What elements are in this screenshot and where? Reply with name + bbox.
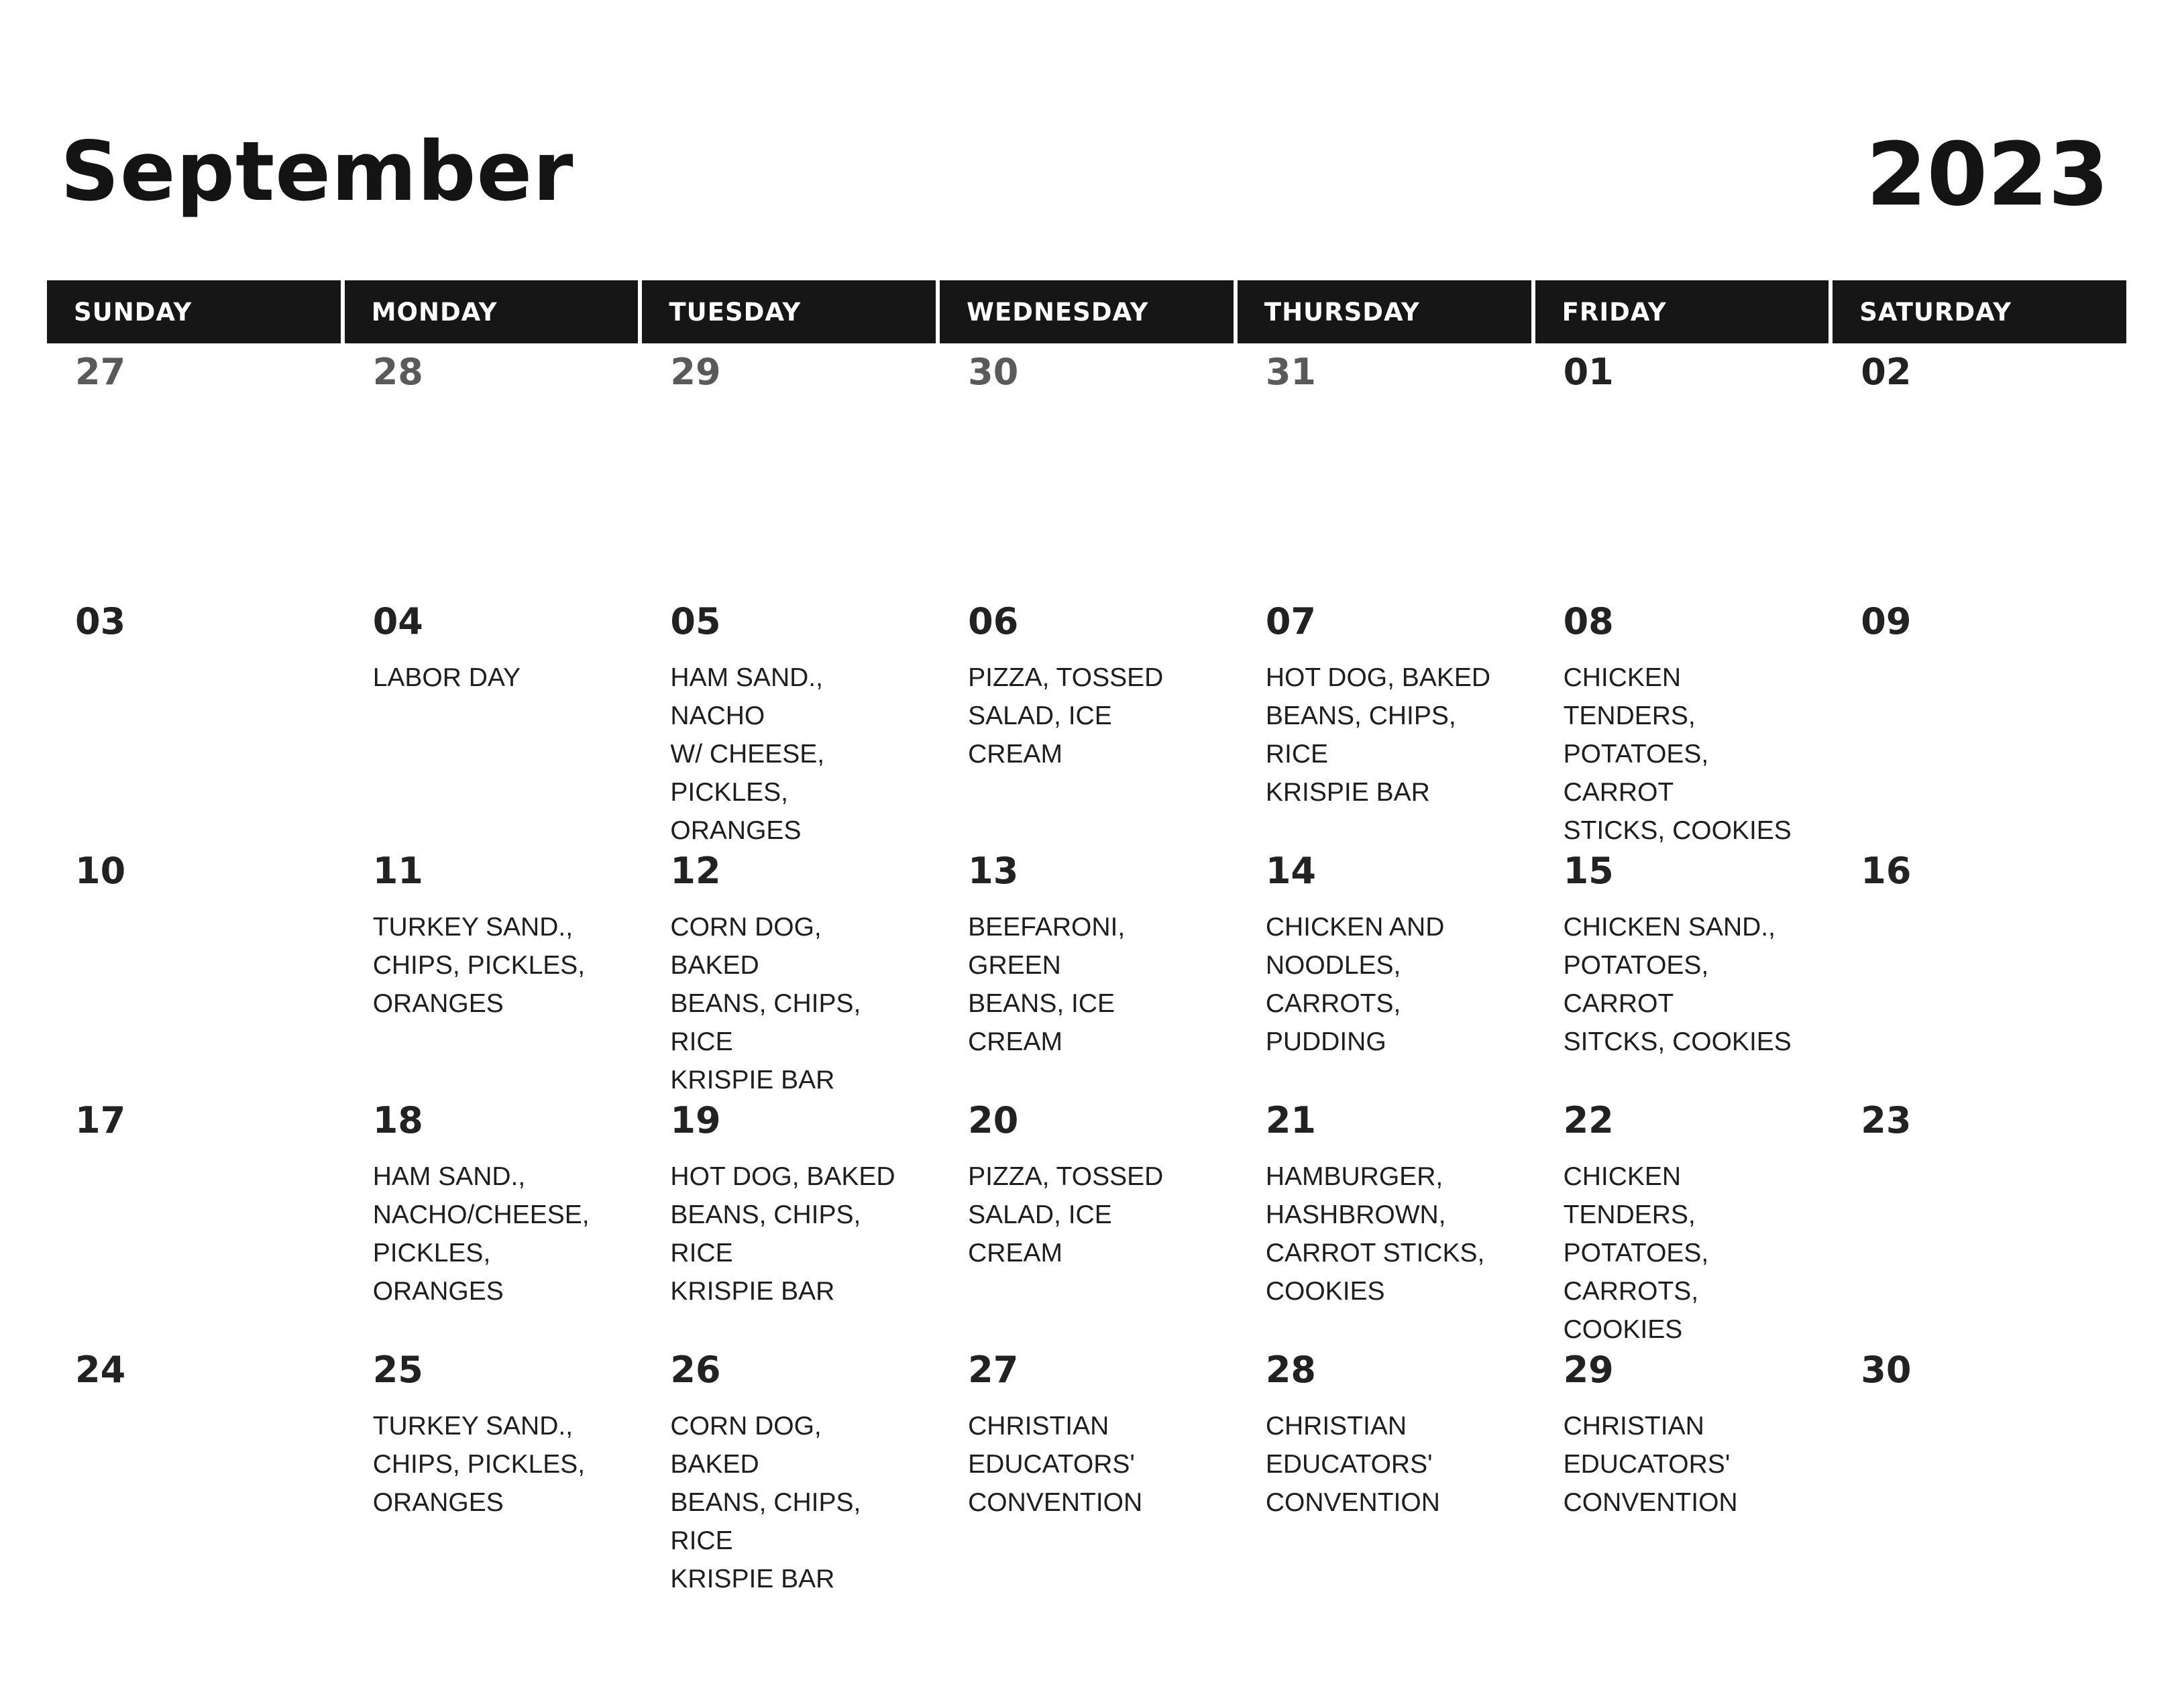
- day-cell: [1833, 1341, 2126, 1591]
- day-cell: [940, 593, 1234, 842]
- day-number: 26: [670, 1349, 721, 1391]
- day-number: 15: [1563, 850, 1614, 892]
- day-cell: [1238, 1092, 1531, 1341]
- day-cell: [1833, 343, 2126, 593]
- day-number: 10: [75, 850, 126, 892]
- day-cell: [1833, 1092, 2126, 1341]
- weekday-sunday: SUNDAY: [47, 280, 341, 343]
- day-number: 24: [75, 1349, 126, 1391]
- day-cell: [345, 842, 639, 1092]
- lunch-menu: TURKEY SAND., CHIPS, PICKLES, ORANGES: [372, 1412, 586, 1517]
- lunch-menu: CORN DOG, BAKED BEANS, CHIPS, RICE KRISPIE BAR: [670, 913, 861, 1094]
- day-cell: [1238, 842, 1531, 1092]
- day-number: 20: [968, 1099, 1019, 1141]
- day-cell: [1238, 593, 1531, 842]
- lunch-menu: CHRISTIAN EDUCATORS' CONVENTION: [1265, 1412, 1440, 1517]
- day-cell: [1833, 842, 2126, 1092]
- day-cell: [642, 343, 936, 593]
- day-cell: [345, 343, 639, 593]
- lunch-menu: HOT DOG, BAKED BEANS, CHIPS, RICE KRISPIE BAR: [670, 1162, 895, 1306]
- lunch-menu: CHRISTIAN EDUCATORS' CONVENTION: [1563, 1412, 1738, 1517]
- day-cell: [940, 343, 1234, 593]
- day-cell: [1535, 593, 1829, 845]
- day-number: 04: [372, 600, 423, 642]
- day-number: 30: [968, 351, 1019, 393]
- lunch-menu: TURKEY SAND., CHIPS, PICKLES, ORANGES: [372, 913, 586, 1018]
- day-cell: [345, 593, 639, 842]
- day-cell: [47, 343, 341, 593]
- day-cell: [47, 1092, 341, 1341]
- lunch-menu: HOT DOG, BAKED BEANS, CHIPS, RICE KRISPIE BAR: [1265, 663, 1491, 807]
- day-number: 06: [968, 600, 1019, 642]
- day-number: 28: [1265, 1349, 1316, 1391]
- weekday-saturday: SATURDAY: [1833, 280, 2126, 343]
- day-cell: [345, 1092, 639, 1341]
- day-cell: [642, 842, 936, 1092]
- year-title: 2023: [1866, 123, 2109, 225]
- day-number: 02: [1861, 351, 1912, 393]
- day-cell: [1535, 842, 1829, 1092]
- day-number: 09: [1861, 600, 1912, 642]
- day-number: 11: [372, 850, 423, 892]
- lunch-menu: PIZZA, TOSSED SALAD, ICE CREAM: [968, 663, 1164, 769]
- day-number: 05: [670, 600, 721, 642]
- day-number: 16: [1861, 850, 1912, 892]
- weekday-wednesday: WEDNESDAY: [940, 280, 1234, 343]
- day-number: 27: [75, 351, 126, 393]
- day-cell: [47, 593, 341, 842]
- calendar-grid: [47, 343, 2126, 1591]
- day-cell: [1238, 343, 1531, 593]
- weekday-thursday: THURSDAY: [1238, 280, 1531, 343]
- lunch-menu: BEEFARONI, GREEN BEANS, ICE CREAM: [968, 913, 1126, 1056]
- day-cell: [1535, 1341, 1829, 1591]
- lunch-menu: CHICKEN SAND., POTATOES, CARROT SITCKS, COOKIES: [1563, 913, 1792, 1056]
- day-number: 30: [1861, 1349, 1912, 1391]
- day-cell: [642, 593, 936, 845]
- month-title: September: [60, 124, 574, 219]
- lunch-menu: CHICKEN TENDERS, POTATOES, CARROT STICKS, COOKIES: [1563, 663, 1792, 845]
- day-number: 07: [1265, 600, 1316, 642]
- lunch-menu: HAMBURGER, HASHBROWN, CARROT STICKS, COOKIES: [1265, 1162, 1485, 1306]
- weekday-tuesday: TUESDAY: [642, 280, 936, 343]
- day-cell: [1535, 1092, 1829, 1344]
- day-number: 08: [1563, 600, 1614, 642]
- day-number: 01: [1563, 351, 1614, 393]
- lunch-menu: CHICKEN AND NOODLES, CARROTS, PUDDING: [1265, 913, 1445, 1056]
- day-number: 29: [1563, 1349, 1614, 1391]
- day-cell: [642, 1092, 936, 1341]
- weekday-header-bar: [47, 280, 2126, 343]
- day-number: 17: [75, 1099, 126, 1141]
- weekday-friday: FRIDAY: [1535, 280, 1829, 343]
- day-number: 25: [372, 1349, 423, 1391]
- day-number: 28: [372, 351, 423, 393]
- day-cell: [940, 1092, 1234, 1341]
- day-number: 19: [670, 1099, 721, 1141]
- day-number: 14: [1265, 850, 1316, 892]
- day-number: 31: [1265, 351, 1316, 393]
- lunch-menu: CORN DOG, BAKED BEANS, CHIPS, RICE KRISPIE BAR: [670, 1412, 861, 1593]
- day-cell: [940, 842, 1234, 1092]
- day-number: 13: [968, 850, 1019, 892]
- day-number: 12: [670, 850, 721, 892]
- day-number: 21: [1265, 1099, 1316, 1141]
- lunch-menu: CHRISTIAN EDUCATORS' CONVENTION: [968, 1412, 1143, 1517]
- day-cell: [47, 1341, 341, 1591]
- day-cell: [1535, 343, 1829, 593]
- day-cell: [642, 1341, 936, 1591]
- lunch-menu: CHICKEN TENDERS, POTATOES, CARROTS, COOKIES: [1563, 1162, 1709, 1344]
- day-number: 22: [1563, 1099, 1614, 1141]
- day-number: 23: [1861, 1099, 1912, 1141]
- lunch-menu: HAM SAND., NACHO/CHEESE, PICKLES, ORANGES: [372, 1162, 590, 1306]
- day-cell: [47, 842, 341, 1092]
- lunch-menu: LABOR DAY: [372, 663, 521, 692]
- weekday-monday: MONDAY: [345, 280, 639, 343]
- day-cell: [345, 1341, 639, 1591]
- day-number: 27: [968, 1349, 1019, 1391]
- lunch-menu: HAM SAND., NACHO W/ CHEESE, PICKLES, ORANGES: [670, 663, 825, 845]
- day-number: 29: [670, 351, 721, 393]
- lunch-menu: PIZZA, TOSSED SALAD, ICE CREAM: [968, 1162, 1164, 1268]
- day-cell: [1238, 1341, 1531, 1591]
- day-number: 18: [372, 1099, 423, 1141]
- day-cell: [940, 1341, 1234, 1591]
- day-number: 03: [75, 600, 126, 642]
- day-cell: [1833, 593, 2126, 842]
